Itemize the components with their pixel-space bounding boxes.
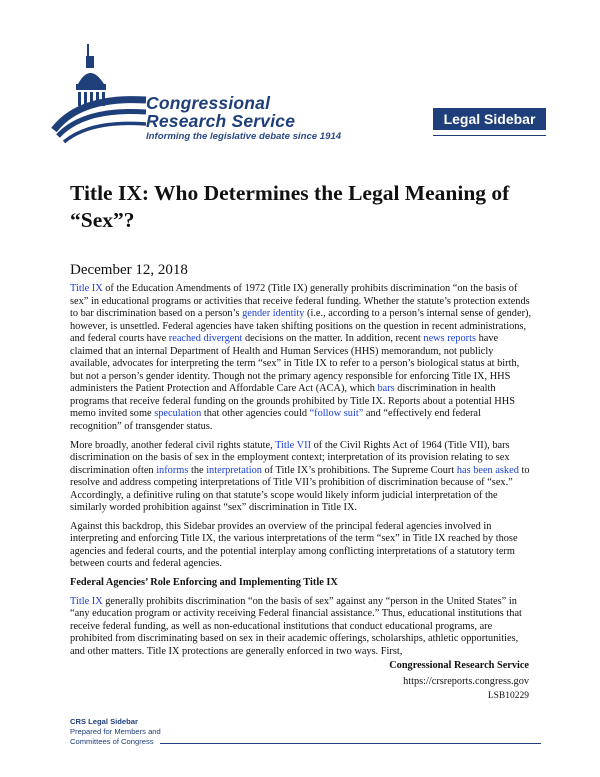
legal-sidebar-badge: Legal Sidebar [433,108,546,130]
link-reports[interactable]: reports [447,333,476,345]
link-informs[interactable]: informs [156,464,189,476]
link-reached[interactable]: reached [168,333,201,345]
link-gender-identity[interactable]: gender identity [242,308,305,320]
link-interpretation[interactable]: interpretation [206,464,262,476]
footer-url[interactable]: https://crsreports.congress.gov [403,676,529,687]
header-divider [433,135,546,136]
footer-divider [160,743,541,744]
footer-series: CRS Legal Sidebar [70,717,138,726]
paragraph-4: Title IX generally prohibits discrimination “on the basis of sex” against any “person in the United States” in “any education program or activity receiving Federal financial assistance.” Thus, educational institutions that receive federal funding, as well as non-educational institutions that conduct educational programs, are prohibited from discriminating based on sex in their academic offerings, scholarships, athletic opportunities, and other matters. Title IX protections are generally enforced in two ways. First, [70,595,522,657]
paragraph-1: Title IX of the Education Amendments of 1972 (Title IX) generally prohibits discrimination “on the basis of sex” in educational programs or activities that receive federal funding. Whether the statute’s protection extends to bar discrimination based on a person’s gender identity (i.e., according to a person’s internal sense of gender), however, is unsettled. Federal agencies have taken shifting positions on the question in recent administrations, and federal courts have reached divergent decisions on the matter. In addition, recent news reports have claimed that an internal Department of Health and Human Services (HHS) memorandum, not publicly available, advocates for interpreting the term “sex” in Title IX to refer to a person’s biological status at birth, but not a person’s gender identity. Though not the primary agency responsible for enforcing Title IX, HHS administers the Patient Protection and Affordable Care Act (ACA), which bars discrimination in health programs that receive federal funding on the grounds prohibited by Title IX. Reports about a potential HHS memo invited some speculation that other agencies could “follow suit” and “effectively end federal recognition” of transgender status. [70,283,532,433]
page-title: Title IX: Who Determines the Legal Meaning of “Sex”? [70,181,510,232]
link-title-ix[interactable]: Title IX [70,283,103,294]
footer-series-block [70,717,161,746]
paragraph-2: More broadly, another federal civil rights statute, Title VII of the Civil Rights Act of 1964 (Title VII), bars discrimination on the basis of sex in the employment context; interpretation of its provision relating to sex discrimination often informs the interpretation of Title IX’s prohibitions. The Supreme Court has been asked to resolve and address competing interpretations of Title VII’s prohibition of discrimination because of “sex.” Accordingly, a definitive ruling on that statute’s scope would likely inform judicial interpretation of the similarly worded prohibition against “sex” discrimination in Title IX. [70,439,530,514]
link-title-ix-2[interactable]: Title IX [70,595,103,607]
article-body [70,283,532,664]
footer-product-id: LSB10229 [487,691,529,701]
link-title-vii[interactable]: Title VII [275,439,312,451]
link-news[interactable]: news [423,333,445,345]
footer-prepared-2: Committees of Congress [70,736,154,746]
link-follow-suit[interactable]: “follow suit” [309,408,364,420]
footer-prepared-1: Prepared for Members and [70,726,161,736]
link-bars[interactable]: bars [377,383,395,395]
org-tagline: Informing the legislative debate since 1914 [146,131,342,142]
crs-logo [50,38,350,148]
org-name: Congressional Research Service [146,93,296,131]
footer-org: Congressional Research Service [389,660,529,671]
link-has-been-asked[interactable]: has been asked [456,464,519,476]
capitol-dome-icon [50,38,150,148]
link-speculation[interactable]: speculation [154,408,202,420]
paragraph-3: Against this backdrop, this Sidebar provides an overview of the principal federal agencies involved in interpreting and enforcing Title IX, the various interpretations of the term “sex” in Title IX reached by those agencies and federal courts, and the potential interplay among conflicting interpretations of a statutory term between courts and federal agencies. [70,520,518,570]
link-divergent[interactable]: divergent [203,333,243,345]
publication-date: December 12, 2018 [70,262,188,278]
section-heading: Federal Agencies’ Role Enforcing and Implementing Title IX [70,577,338,589]
